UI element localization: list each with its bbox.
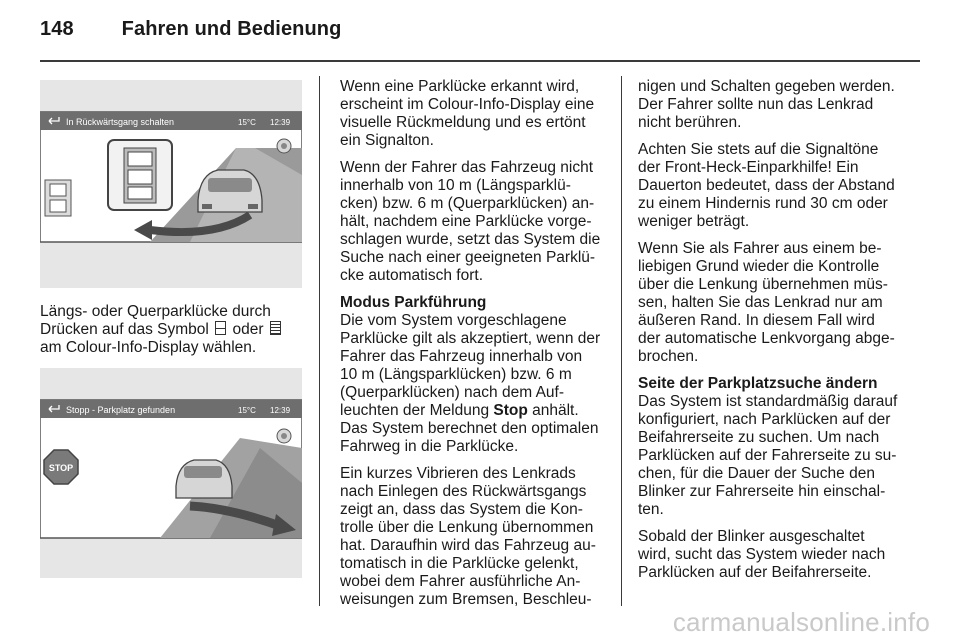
text-line: Wenn eine Parklücke erkannt wird,	[340, 78, 580, 95]
parallel-parking-symbol-icon	[215, 321, 226, 335]
paragraph	[638, 528, 906, 582]
column-2-text	[340, 78, 608, 618]
stop-sign-label: STOP	[48, 463, 74, 473]
header-rule	[40, 60, 920, 62]
text-line: Das System ist standardmäßig darauf	[638, 393, 898, 410]
text-line: ten.	[638, 501, 664, 518]
display-title: In Rückwärtsgang schalten	[66, 117, 175, 127]
text-line: Parklücken auf der Beifahrerseite.	[638, 564, 872, 581]
display-time: 12:39	[270, 118, 291, 127]
text-line: nigen und Schalten gegeben werden.	[638, 78, 895, 95]
text-line: Fahrer das Fahrzeug innerhalb von	[340, 348, 583, 365]
column-divider-2	[621, 76, 622, 606]
side-parking-indicator-icon	[45, 180, 71, 216]
column-3-text	[638, 78, 906, 591]
paragraph	[638, 78, 906, 132]
text-line: wird, sucht das System wieder nach	[638, 546, 886, 563]
text-line: nicht berühren.	[638, 114, 742, 131]
parallel-parking-icon	[108, 140, 172, 210]
text-line: Der Fahrer sollte nun das Lenkrad	[638, 96, 874, 113]
text-line: der automatische Lenkvorgang abge-	[638, 330, 895, 347]
text-line: Dauerton bedeutet, dass der Abstand	[638, 177, 895, 194]
section-heading-parking-guidance: Modus Parkführung	[340, 294, 487, 311]
stop-sign-icon	[44, 450, 78, 484]
text-line: chen, für die Dauer der Suche den	[638, 465, 875, 482]
car-icon	[198, 170, 262, 212]
display-time: 12:39	[270, 406, 291, 415]
text-line: schlagen wurde, setzt das System die	[340, 231, 601, 248]
text-line: sen, halten Sie das Lenkrad nur am	[638, 294, 883, 311]
text-line: konfiguriert, nach Parklücken auf der	[638, 411, 891, 428]
text-line: tomatisch in die Parklücke gelenkt,	[340, 555, 579, 572]
page-number: 148	[40, 18, 74, 40]
text-line: brochen.	[638, 348, 699, 365]
display-temperature: 15°C	[238, 118, 256, 127]
figure-parking-stop	[40, 368, 302, 578]
display-temperature: 15°C	[238, 406, 256, 415]
text-line: Die vom System vorgeschlagene	[340, 312, 567, 329]
text-line: der Front-Heck-Einparkhilfe! Ein	[638, 159, 859, 176]
text-line: zu einem Hindernis rund 30 cm oder	[638, 195, 888, 212]
text-line: Suche nach einer geeigneten Parklü-	[340, 249, 596, 266]
watermark: carmanualsonline.info	[672, 607, 930, 637]
page-header	[40, 18, 341, 41]
text-line: liebigen Grund wieder die Kontrolle	[638, 258, 880, 275]
figure-parking-select	[40, 80, 302, 288]
parking-sensor-icon	[277, 139, 291, 153]
text-line: weisungen zum Bremsen, Beschleu-	[340, 591, 592, 608]
text-line: 10 m (Längsparklücken) bzw. 6 m	[340, 366, 572, 383]
text-line: Wenn Sie als Fahrer aus einem be-	[638, 240, 882, 257]
column-divider-1	[319, 76, 320, 606]
text-line: Parklücke gilt als akzeptiert, wenn der	[340, 330, 601, 347]
paragraph	[340, 159, 608, 285]
paragraph	[340, 465, 608, 609]
text-line: Beifahrerseite zu suchen. Um nach	[638, 429, 880, 446]
text-line: Fahrweg in die Parklücke.	[340, 438, 519, 455]
parking-sensor-icon	[277, 429, 291, 443]
text-line: innerhalb von 10 m (Längsparklü-	[340, 177, 571, 194]
paragraph	[340, 78, 608, 150]
text-line: wobei dem Fahrer ausführliche An-	[340, 573, 581, 590]
text-line: erscheint im Colour-Info-Display eine	[340, 96, 595, 113]
text-line: hat. Daraufhin wird das Fahrzeug au-	[340, 537, 596, 554]
text-line: Ein kurzes Vibrieren des Lenkrads	[340, 465, 576, 482]
text-line: trolle über die Lenkung übernommen	[340, 519, 594, 536]
text-line: Wenn der Fahrer das Fahrzeug nicht	[340, 159, 594, 176]
text-line: cken) bzw. 6 m (Querparklücken) an-	[340, 195, 595, 212]
stop-message-term: Stop	[493, 402, 528, 419]
text-line: Parklücken auf der Fahrerseite zu su-	[638, 447, 897, 464]
display-title: Stopp - Parkplatz gefunden	[66, 405, 176, 415]
car-icon	[176, 460, 232, 498]
paragraph	[638, 141, 906, 231]
text-line: hält, nachdem eine Parklücke vorge-	[340, 213, 592, 230]
text-line: äußeren Rand. In diesem Fall wird	[638, 312, 875, 329]
text-line: zeigt an, dass das System die Kon-	[340, 501, 583, 518]
text-line: Achten Sie stets auf die Signaltöne	[638, 141, 879, 158]
text-line: weniger beträgt.	[638, 213, 750, 230]
section-heading-search-side: Seite der Parkplatzsuche ändern	[638, 375, 878, 392]
text-line: cke automatisch fort.	[340, 267, 484, 284]
text-line: Das System berechnet den optimalen	[340, 420, 599, 437]
paragraph	[638, 240, 906, 366]
text-line: visuelle Rückmeldung und es ertönt	[340, 114, 586, 131]
text-line: Sobald der Blinker ausgeschaltet	[638, 528, 865, 545]
text-line: (Querparklücken) nach dem Auf-	[340, 384, 564, 401]
paragraph	[638, 393, 906, 519]
text-line: nach Einlegen des Rückwärtsgangs	[340, 483, 587, 500]
text-line: Blinker zur Fahrerseite hin einschal-	[638, 483, 886, 500]
paragraph: Die vom System vorgeschlagene Parklücke gilt als akzeptiert, wenn der Fahrer das Fahrzeug innerhalb von 10 m (Längsparklücken) bzw. 6 m (Querparklücken) nach dem Auf- leuchten der Meldung Stop anhält. Das System berechnet den optimalen Fahrweg in die Parklücke.	[340, 312, 601, 455]
perpendicular-parking-symbol-icon	[270, 321, 281, 335]
figure1-caption: Längs- oder Querparklücke durch Drücken auf das Symbol oder am Colour-Info-Display wählen.	[40, 303, 310, 357]
page-title: Fahren und Bedienung	[121, 18, 342, 40]
text-line: über die Lenkung übernehmen müs-	[638, 276, 888, 293]
text-line: ein Signalton.	[340, 132, 434, 149]
